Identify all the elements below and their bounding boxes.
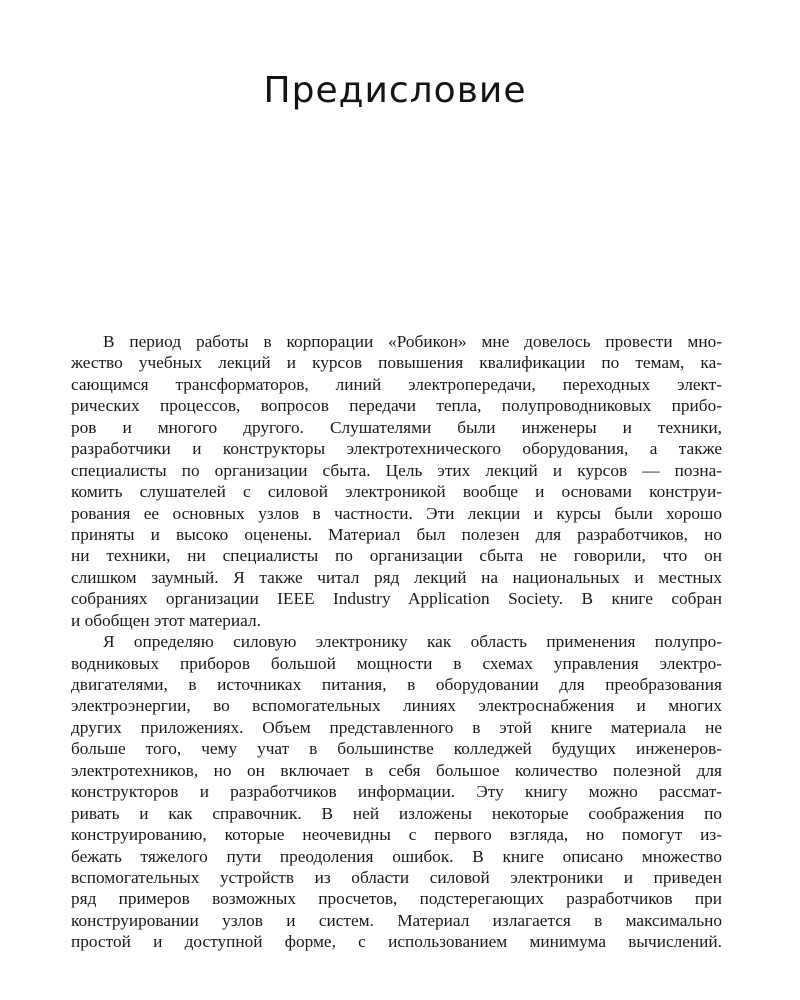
text-line: сающимся трансформаторов, линий электропередачи, переходных элект- <box>71 374 722 394</box>
page-title: Предисловие <box>263 70 527 111</box>
text-line: конструировании узлов и систем. Материал излагается в максимально <box>71 910 722 930</box>
text-line: Я определяю силовую электронику как область применения полупро- <box>103 632 722 652</box>
text-line: конструированию, которые неочевидны с первого взгляда, но помогут из- <box>71 825 722 845</box>
text-line: слишком заумный. Я также читал ряд лекций на национальных и местных <box>71 567 722 587</box>
text-line: ни техники, ни специалисты по организации сбыта не говорили, что он <box>71 546 722 566</box>
text-line: приняты и высоко оценены. Материал был полезен для разработчиков, но <box>71 524 722 544</box>
text-line: других приложениях. Объем представленного в этой книге материала не <box>71 717 722 737</box>
text-line: и обобщен этот материал. <box>71 610 261 630</box>
text-line: рических процессов, вопросов передачи тепла, полупроводниковых прибо- <box>71 396 722 416</box>
text-line: ров и многого другого. Слушателями были инженеры и техники, <box>71 417 722 437</box>
text-line: двигателями, в источниках питания, в оборудовании для преобразования <box>71 675 722 694</box>
text-line: водниковых приборов большой мощности в схемах управления электро- <box>71 653 722 673</box>
text-line: специалисты по организации сбыта. Цель этих лекций и курсов — позна- <box>71 460 722 480</box>
preface-body <box>71 331 722 953</box>
text-line: ривать и как справочник. В ней изложены некоторые соображения по <box>71 803 722 823</box>
text-line: больше того, чему учат в большинстве колледжей будущих инженеров- <box>71 739 722 759</box>
text-line: электротехников, но он включает в себя большое количество полезной для <box>71 760 722 780</box>
text-line: конструкторов и разработчиков информации. Эту книгу можно рассмат- <box>71 782 722 802</box>
text-line: разработчики и конструкторы электротехнического оборудования, а также <box>71 439 722 459</box>
text-line: рования ее основных узлов в частности. Эти лекции и курсы были хорошо <box>71 503 722 523</box>
text-line: комить слушателей с силовой электроникой вообще и основами конструи- <box>71 482 722 502</box>
text-line: собраниях организации IEEE Industry Application Society. В книге собран <box>71 589 722 609</box>
text-line: жество учебных лекций и курсов повышения квалификации по темам, ка- <box>71 353 722 373</box>
text-line: бежать тяжелого пути преодоления ошибок. В книге описано множество <box>71 846 722 866</box>
text-line: ряд примеров возможных просчетов, подстерегающих разработчиков при <box>71 889 722 909</box>
text-line: В период работы в корпорации «Робикон» мне довелось провести мно- <box>103 332 722 351</box>
text-line: вспомогательных устройств из области силовой электроники и приведен <box>71 867 722 887</box>
paragraph <box>71 631 722 953</box>
paragraph <box>71 331 722 631</box>
text-line: простой и доступной форме, с использованием минимума вычислений. <box>71 932 722 952</box>
text-line: электроэнергии, во вспомогательных линиях электроснабжения и многих <box>71 696 722 716</box>
